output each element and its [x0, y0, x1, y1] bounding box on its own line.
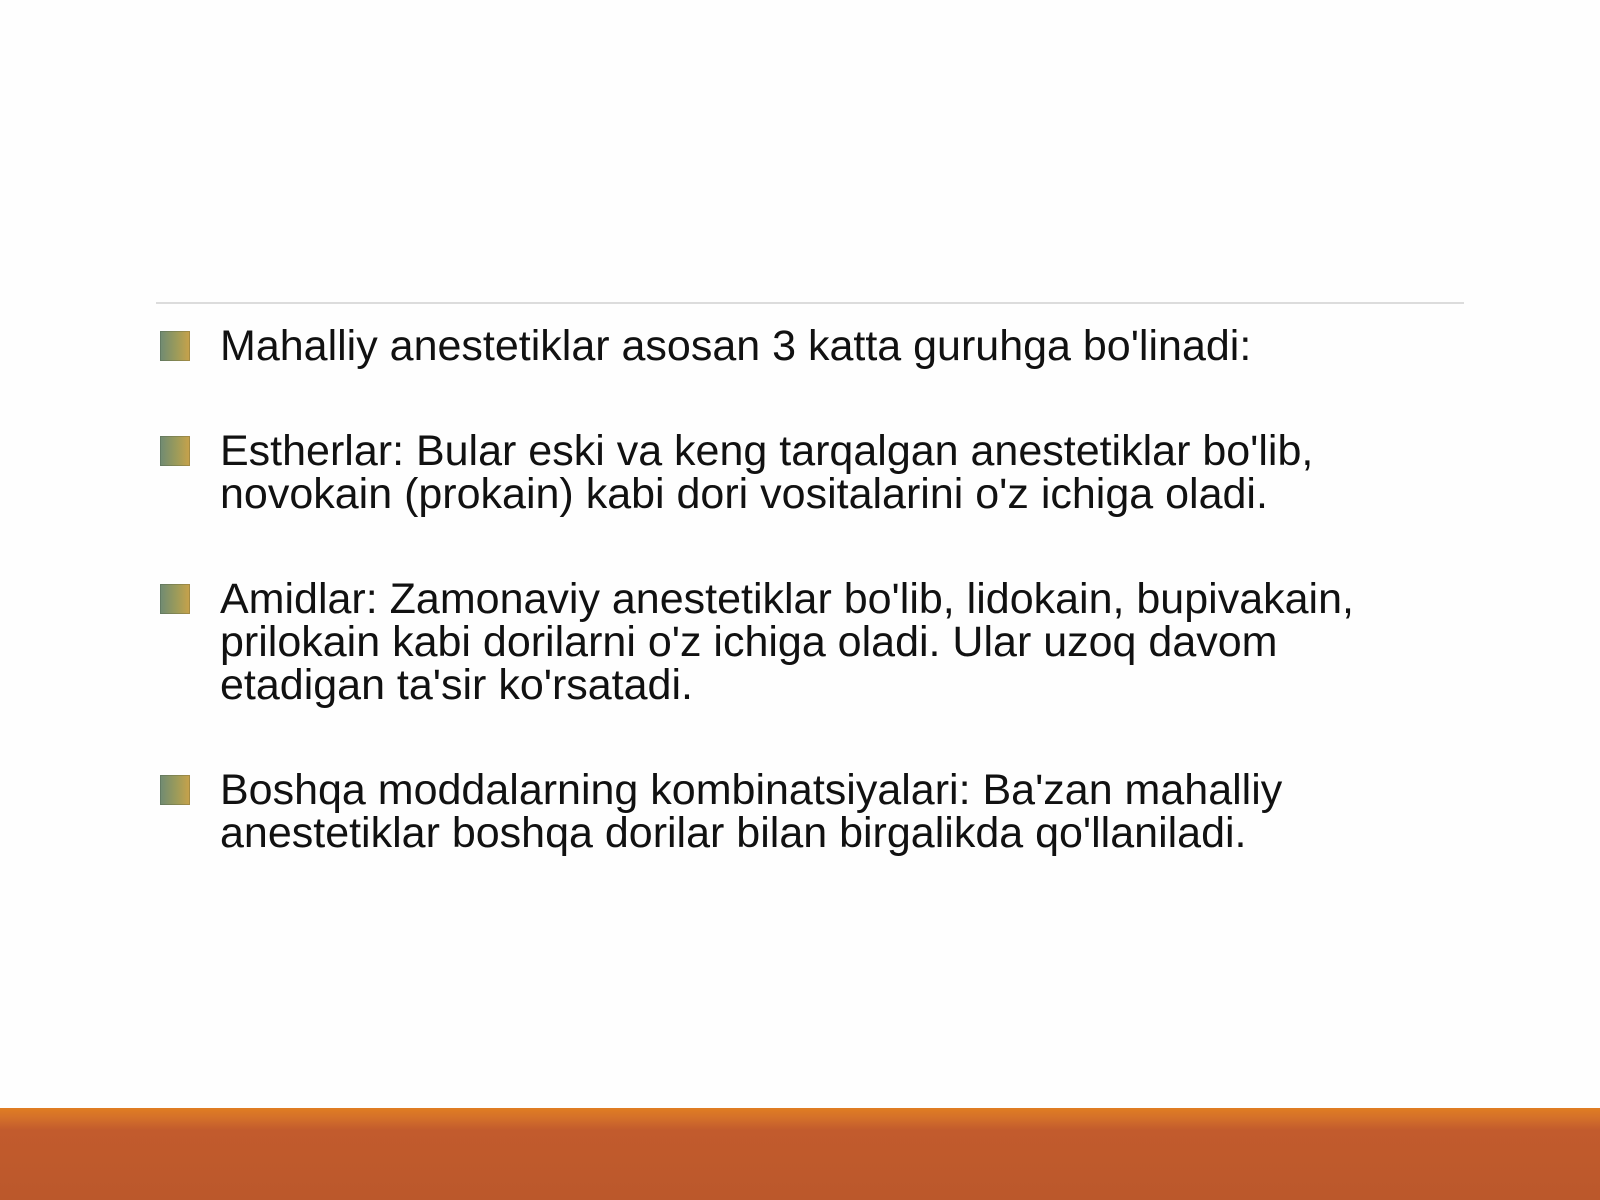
square-bullet-icon: [160, 775, 190, 805]
bullet-text: Mahalliy anestetiklar asosan 3 katta guruhga bo'linadi:: [220, 322, 1252, 370]
bullet-text: Amidlar: Zamonaviy anestetiklar bo'lib, lidokain, bupivakain, prilokain kabi dorilarni o'z ichiga oladi. Ular uzoq davom etadigan ta'sir ko'rsatadi.: [220, 575, 1354, 709]
bullet-text: Estherlar: Bular eski va keng tarqalgan anestetiklar bo'lib, novokain (prokain) kabi dori vositalarini o'z ichiga oladi.: [220, 427, 1314, 518]
bullet-item: [158, 575, 1448, 709]
bullet-list: [158, 322, 1448, 857]
square-bullet-icon: [160, 584, 190, 614]
bullet-item: [158, 427, 1448, 518]
bullet-text: Boshqa moddalarning kombinatsiyalari: Ba'zan mahalliy anestetiklar boshqa dorilar bilan birgalikda qo'llaniladi.: [220, 766, 1283, 857]
bullet-item: [158, 766, 1448, 857]
square-bullet-icon: [160, 436, 190, 466]
square-bullet-icon: [160, 331, 190, 361]
title-divider: [156, 302, 1464, 304]
footer-band: [0, 1108, 1600, 1200]
bullet-item: [158, 322, 1448, 370]
